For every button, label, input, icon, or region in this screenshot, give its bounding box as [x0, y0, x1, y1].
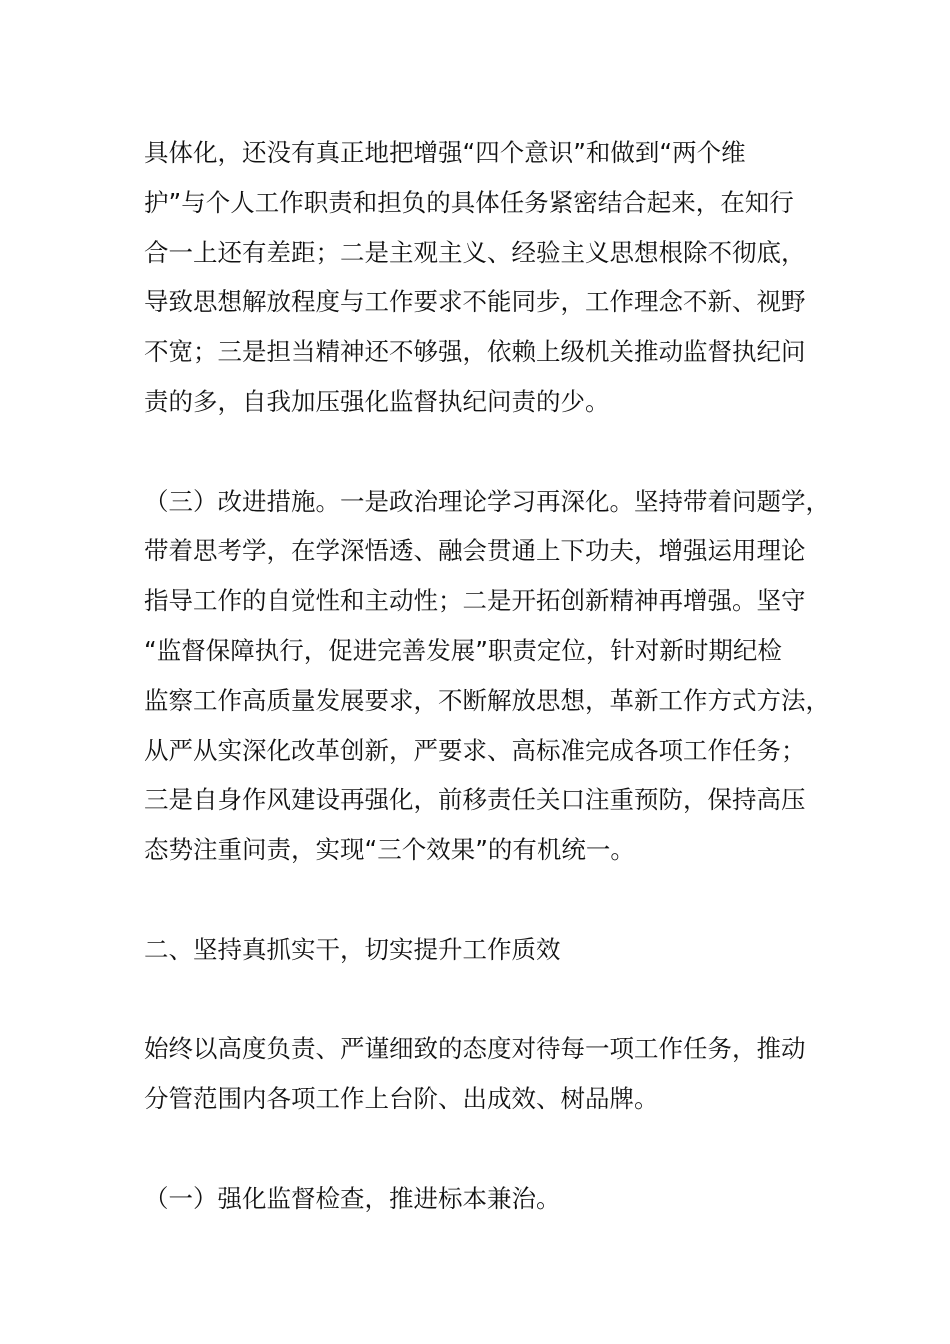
text-line: （一）强化监督检查，推进标本兼治。: [144, 1183, 561, 1213]
subsection-heading: [144, 1174, 824, 1224]
paragraph-spacer: [144, 975, 824, 1025]
paragraph-spacer: [144, 1124, 824, 1174]
paragraph-section-intro: [144, 1024, 824, 1124]
text-line: 监察工作高质量发展要求，不断解放思想，革新工作方式方法，: [144, 685, 830, 715]
text-line: 合一上还有差距；二是主观主义、经验主义思想根除不彻底，: [144, 237, 806, 267]
paragraph-spacer: [144, 875, 824, 925]
text-line: 分管范围内各项工作上台阶、出成效、树品牌。: [144, 1084, 659, 1114]
text-line: 三是自身作风建设再强化，前移责任关口注重预防，保持高压: [144, 785, 806, 815]
text-line: “监督保障执行，促进完善发展”职责定位，针对新时期纪检: [144, 635, 782, 665]
text-line: 不宽；三是担当精神还不够强，依赖上级机关推动监督执纪问: [144, 337, 806, 367]
text-line: 责的多，自我加压强化监督执纪问责的少。: [144, 386, 610, 416]
paragraph-problem-analysis: [144, 128, 824, 427]
text-line: 态势注重问责，实现“三个效果”的有机统一。: [144, 835, 635, 865]
text-line: 护”与个人工作职责和担负的具体任务紧密结合起来，在知行: [144, 187, 794, 217]
text-line: 从严从实深化改革创新，严要求、高标准完成各项工作任务；: [144, 735, 806, 765]
paragraph-spacer: [144, 427, 824, 477]
text-line: （三）改进措施。一是政治理论学习再深化。坚持带着问题学，: [144, 486, 830, 516]
paragraph-improvement-measures: [144, 477, 830, 875]
text-line: 导致思想解放程度与工作要求不能同步，工作理念不新、视野: [144, 287, 806, 317]
section-heading: [144, 925, 824, 975]
text-line: 二、坚持真抓实干，切实提升工作质效: [144, 934, 561, 964]
document-body: [144, 128, 830, 1224]
text-line: 具体化，还没有真正地把增强“四个意识”和做到“两个维: [144, 138, 746, 167]
text-line: 始终以高度负责、严谨细致的态度对待每一项工作任务，推动: [144, 1034, 806, 1064]
text-line: 指导工作的自觉性和主动性；二是开拓创新精神再增强。坚守: [144, 586, 806, 616]
text-line: 带着思考学，在学深悟透、融会贯通上下功夫，增强运用理论: [144, 536, 806, 566]
